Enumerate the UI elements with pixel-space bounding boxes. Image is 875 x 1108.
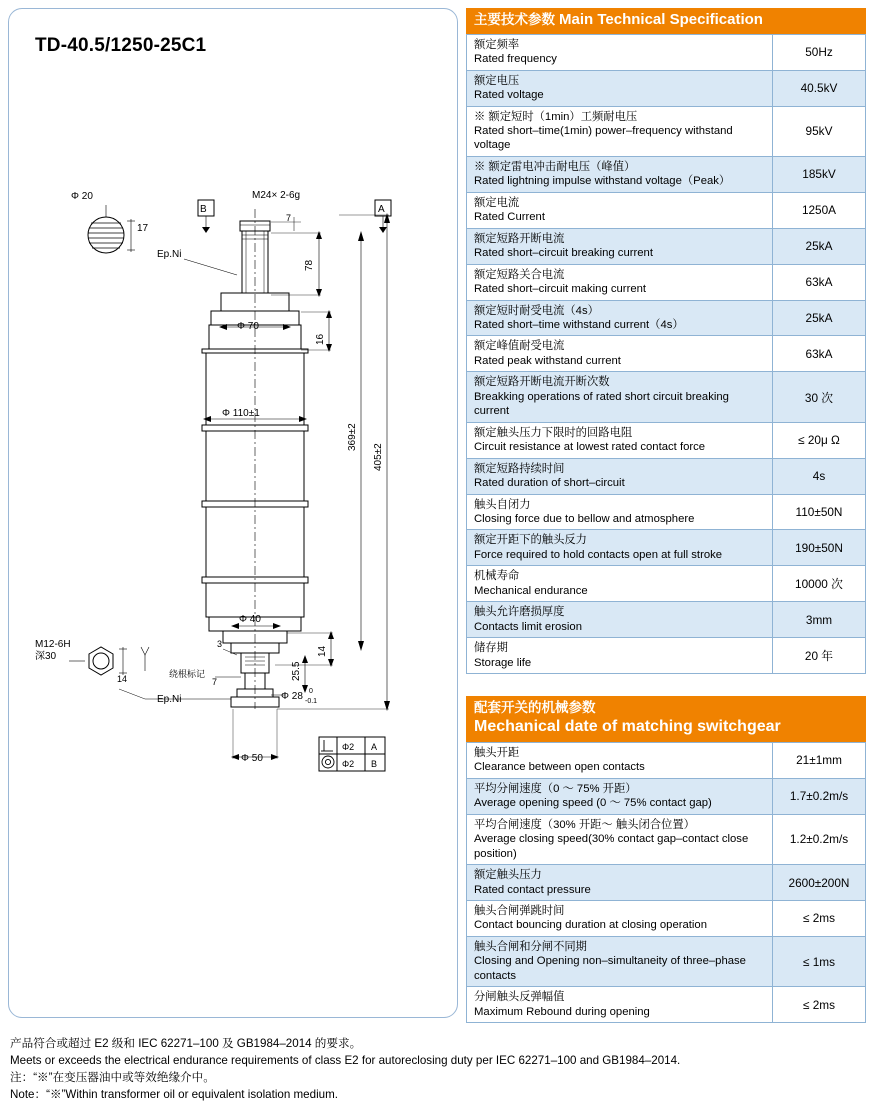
svg-text:深30: 深30 [35,651,57,662]
row-value: 21±1mm [773,742,866,778]
row-value: ≤ 20μ Ω [773,422,866,458]
svg-text:Φ 28: Φ 28 [281,691,303,702]
row-label-en: Average opening speed (0 ～ 75% contact gap) [474,797,712,810]
row-label-cn: 额定峰值耐受电流 [474,340,565,353]
footnotes [10,1035,870,1104]
row-label-cn: 额定短路持续时间 [474,462,565,475]
row-label-en: Maximum Rebound during opening [474,1005,650,1018]
svg-text:405±2: 405±2 [373,443,384,471]
footnote-line: Note：“※”Within transformer oil or equivalent isolation medium. [10,1088,338,1102]
row-label-en: Rated Current [474,211,545,224]
row-label [467,494,773,530]
row-label-en: Rated short–time(1min) power–frequency withstand voltage [474,125,733,152]
svg-text:Φ2: Φ2 [342,759,355,769]
row-label-en: Rated duration of short–circuit [474,477,625,490]
row-label-cn: 额定开距下的触头反力 [474,534,587,547]
row-label [467,566,773,602]
svg-text:M12-6H: M12-6H [35,639,71,650]
main-spec-table [466,34,866,674]
row-value: 4s [773,458,866,494]
row-label-en: Contacts limit erosion [474,620,582,633]
svg-text:Ep.Ni: Ep.Ni [157,249,182,260]
row-value: ≤ 2ms [773,901,866,937]
svg-text:Φ 70: Φ 70 [237,321,259,332]
row-label [467,458,773,494]
table-row [467,192,866,228]
svg-text:7: 7 [286,213,292,223]
row-label [467,70,773,106]
svg-text:M24× 2-6g: M24× 2-6g [252,190,301,201]
svg-text:B: B [371,759,378,769]
row-label-cn: 分闸触头反弹幅值 [474,991,565,1004]
row-value: 3mm [773,602,866,638]
row-label [467,372,773,422]
table-row [467,228,866,264]
table-row [467,300,866,336]
row-label-en: Rated short–circuit making current [474,283,647,296]
row-value: ≤ 2ms [773,987,866,1023]
table-row [467,156,866,192]
svg-text:14: 14 [117,674,128,684]
row-label-cn: 储存期 [474,642,508,655]
svg-text:A: A [378,204,385,215]
svg-text:B: B [200,204,207,215]
footnote-line: Meets or exceeds the electrical endurance requirements of class E2 for autoreclosing duty per IEC 62271–100 and GB1984–2014. [10,1054,681,1068]
row-value: 25kA [773,300,866,336]
row-value: 30 次 [773,372,866,422]
row-label-en: Storage life [474,656,532,669]
row-label [467,936,773,986]
svg-text:A: A [371,742,378,752]
row-label-en: Circuit resistance at lowest rated contact force [474,441,706,454]
row-label-en: Force required to hold contacts open at full stroke [474,548,723,561]
table-row [467,602,866,638]
row-label [467,638,773,674]
row-value: 63kA [773,264,866,300]
main-spec-header-cn: 主要技术参数 [474,12,555,27]
drawing-panel [8,8,458,1018]
row-label-cn: 机械寿命 [474,570,520,583]
row-label-en: Rated contact pressure [474,883,591,896]
row-label [467,901,773,937]
row-label-cn: 额定触头压力下限时的回路电阻 [474,426,633,439]
svg-text:369±2: 369±2 [347,423,358,451]
row-label-cn: 平均合闸速度（30% 开距～ 触头闭合位置） [474,818,695,831]
row-value: 95kV [773,106,866,156]
table-row [467,372,866,422]
table-row [467,638,866,674]
svg-text:Φ 50: Φ 50 [241,753,263,764]
row-value: 185kV [773,156,866,192]
row-label [467,156,773,192]
row-label-en: Rated lightning impulse withstand voltage（Peak） [474,175,731,188]
technical-drawing [9,9,459,1019]
svg-text:Φ 110±1: Φ 110±1 [222,408,260,419]
row-label [467,422,773,458]
row-label [467,530,773,566]
table-row [467,742,866,778]
mech-spec-header [466,696,866,742]
row-label [467,106,773,156]
row-value: 20 年 [773,638,866,674]
row-value: 1250A [773,192,866,228]
table-row [467,814,866,864]
row-label-cn: 触头合闸和分闸不同期 [474,940,587,953]
table-row [467,264,866,300]
row-label [467,778,773,814]
svg-text:16: 16 [315,333,326,345]
svg-text:0: 0 [309,688,313,695]
row-value: 40.5kV [773,70,866,106]
table-row [467,34,866,70]
row-value: 10000 次 [773,566,866,602]
row-value: 110±50N [773,494,866,530]
svg-text:78: 78 [304,259,315,271]
row-label [467,228,773,264]
row-label [467,987,773,1023]
svg-text:25.5: 25.5 [291,661,302,681]
row-label-en: Rated voltage [474,89,544,102]
row-label-en: Rated short–time withstand current（4s） [474,319,684,331]
row-value: 63kA [773,336,866,372]
row-label-cn: 额定短路开断电流开断次数 [474,376,610,389]
row-label-en: Average closing speed(30% contact gap–contact close position) [474,833,749,860]
mech-spec-header-en: Mechanical date of matching switchgear [474,717,781,735]
table-row [467,458,866,494]
table-row [467,106,866,156]
table-row [467,494,866,530]
main-spec-header-en: Main Technical Specification [559,11,763,28]
row-label [467,742,773,778]
row-label [467,264,773,300]
table-row [467,336,866,372]
row-label-cn: 触头允许磨损厚度 [474,606,565,619]
row-label [467,300,773,336]
row-label-cn: ※ 额定雷电冲击耐电压（峰值） [474,160,636,173]
svg-text:7: 7 [212,677,218,687]
table-row [467,70,866,106]
row-label-cn: 触头自闭力 [474,498,531,511]
row-label-cn: 触头合闸弹跳时间 [474,905,565,918]
row-label-en: Rated peak withstand current [474,354,621,367]
row-label-cn: 平均分闸速度（0 ～ 75% 开距） [474,782,637,795]
svg-text:Φ 40: Φ 40 [239,614,261,625]
row-label [467,814,773,864]
row-value: 1.2±0.2m/s [773,814,866,864]
table-row [467,901,866,937]
main-spec-header [466,8,866,34]
row-value: 50Hz [773,34,866,70]
footnote-line: 注：“※”在变压器油中或等效绝缘介中。 [10,1071,215,1085]
row-label-cn: 额定频率 [474,38,520,51]
svg-text:绕根标记: 绕根标记 [169,669,206,679]
row-value: 2600±200N [773,865,866,901]
row-label [467,336,773,372]
row-label-en: Rated short–circuit breaking current [474,247,653,260]
row-label-en: Mechanical endurance [474,584,588,597]
svg-text:-0.1: -0.1 [305,698,318,705]
row-label-cn: 额定短路关合电流 [474,268,565,281]
table-row [467,778,866,814]
svg-text:Φ 20: Φ 20 [71,191,93,202]
row-label-en: Closing force due to bellow and atmosphere [474,512,695,525]
footnote-line: 产品符合或超过 E2 级和 IEC 62271–100 及 GB1984–2014 的要求。 [10,1037,362,1050]
spec-column [466,8,866,1023]
mech-spec-header-cn: 配套开关的机械参数 [474,700,596,716]
row-label [467,602,773,638]
row-label-en: Clearance between open contacts [474,761,645,774]
page-title: TD-40.5/1250-25C1 [35,35,207,56]
row-value: 1.7±0.2m/s [773,778,866,814]
row-label-cn: 触头开距 [474,746,520,759]
row-label-en: Contact bouncing duration at closing operation [474,919,707,932]
svg-text:Φ2: Φ2 [342,742,355,752]
row-label [467,865,773,901]
mech-spec-table [466,742,866,1023]
row-label [467,192,773,228]
row-label [467,34,773,70]
row-label-en: Closing and Opening non–simultaneity of three–phase contacts [474,955,746,982]
row-value: 25kA [773,228,866,264]
row-label-cn: 额定短时耐受电流（4s） [474,304,599,317]
row-label-cn: ※ 额定短时（1min）工频耐电压 [474,110,638,123]
row-label-cn: 额定电压 [474,74,520,87]
row-label-cn: 额定触头压力 [474,869,542,882]
row-label-cn: 额定短路开断电流 [474,232,565,245]
svg-text:Ep.Ni: Ep.Ni [157,694,182,705]
table-row [467,865,866,901]
row-label-en: Breakking operations of rated short circuit breaking current [474,390,729,418]
svg-text:3: 3 [217,639,223,649]
table-row [467,530,866,566]
svg-text:14: 14 [317,645,328,657]
table-row [467,422,866,458]
row-value: 190±50N [773,530,866,566]
table-row [467,987,866,1023]
table-row [467,936,866,986]
row-label-cn: 额定电流 [474,196,520,209]
svg-text:17: 17 [137,223,149,234]
row-value: ≤ 1ms [773,936,866,986]
table-row [467,566,866,602]
row-label-en: Rated frequency [474,53,557,66]
